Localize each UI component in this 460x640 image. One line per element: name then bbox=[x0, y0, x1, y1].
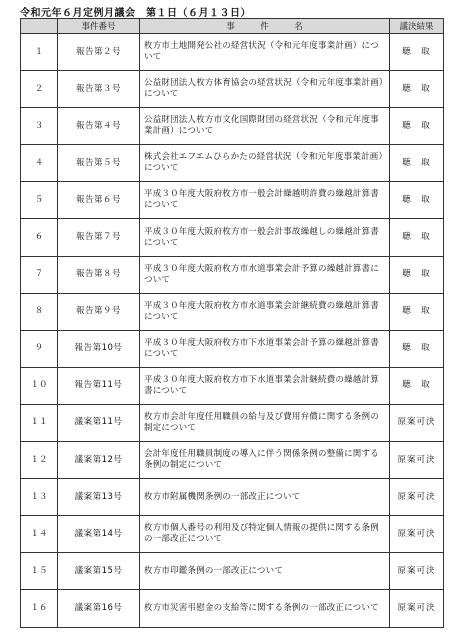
row-index: １２ bbox=[21, 442, 58, 479]
table-row bbox=[21, 330, 444, 367]
decision-result: 聴 取 bbox=[390, 256, 444, 293]
decision-result: 聴 取 bbox=[390, 182, 444, 219]
row-index: １６ bbox=[21, 590, 58, 627]
case-number: 報告第６号 bbox=[58, 182, 140, 219]
decision-result: 聴 取 bbox=[390, 219, 444, 256]
case-name: 平成３０年度大阪府枚方市下水道事業会計予算の繰越計算書について bbox=[140, 330, 390, 367]
row-index: ９ bbox=[21, 330, 58, 367]
document-title: 令和元年６月定例月議会 第１日（６月１３日） bbox=[20, 8, 251, 19]
row-index: ２ bbox=[21, 71, 58, 108]
case-name: 枚方市印鑑条例の一部改正について bbox=[140, 553, 390, 590]
case-name: 平成３０年度大阪府枚方市一般会計繰越明許費の繰越計算書について bbox=[140, 182, 390, 219]
row-index: １１ bbox=[21, 404, 58, 441]
row-index: １ bbox=[21, 34, 58, 71]
case-number: 議案第13号 bbox=[58, 479, 140, 516]
decision-result: 原案可決 bbox=[390, 442, 444, 479]
table-row bbox=[21, 553, 444, 590]
decision-result: 原案可決 bbox=[390, 479, 444, 516]
table-row bbox=[21, 256, 444, 293]
case-name: 平成３０年度大阪府枚方市下水道事業会計継続費の繰越計算書について bbox=[140, 367, 390, 404]
case-number: 報告第２号 bbox=[58, 34, 140, 71]
case-number: 議案第15号 bbox=[58, 553, 140, 590]
header-index bbox=[21, 19, 58, 34]
table-row bbox=[21, 108, 444, 145]
table-row bbox=[21, 516, 444, 553]
row-index: ６ bbox=[21, 219, 58, 256]
case-name: 平成３０年度大阪府枚方市水道事業会計予算の繰越計算書について bbox=[140, 256, 390, 293]
decision-result: 原案可決 bbox=[390, 553, 444, 590]
row-index: １３ bbox=[21, 479, 58, 516]
case-number: 議案第16号 bbox=[58, 590, 140, 627]
case-number: 報告第11号 bbox=[58, 367, 140, 404]
header-result: 議決結果 bbox=[390, 19, 444, 34]
table-row bbox=[21, 71, 444, 108]
table-row bbox=[21, 219, 444, 256]
case-name: 枚方市会計年度任用職員の給与及び費用弁償に関する条例の制定について bbox=[140, 404, 390, 441]
decision-result: 聴 取 bbox=[390, 367, 444, 404]
table-row bbox=[21, 367, 444, 404]
table-row bbox=[21, 404, 444, 441]
decision-result: 聴 取 bbox=[390, 108, 444, 145]
case-name: 平成３０年度大阪府枚方市水道事業会計継続費の繰越計算書について bbox=[140, 293, 390, 330]
decision-result: 聴 取 bbox=[390, 145, 444, 182]
case-number: 議案第11号 bbox=[58, 404, 140, 441]
case-name: 平成３０年度大阪府枚方市一般会計事故繰越しの繰越計算書について bbox=[140, 219, 390, 256]
table-row bbox=[21, 182, 444, 219]
case-number: 報告第４号 bbox=[58, 108, 140, 145]
case-name: 枚方市土地開発公社の経営状況（令和元年度事業計画）について bbox=[140, 34, 390, 71]
case-number: 報告第７号 bbox=[58, 219, 140, 256]
decision-result: 原案可決 bbox=[390, 516, 444, 553]
case-number: 報告第３号 bbox=[58, 71, 140, 108]
table-row bbox=[21, 442, 444, 479]
decision-result: 聴 取 bbox=[390, 71, 444, 108]
table-row bbox=[21, 590, 444, 627]
row-index: １０ bbox=[21, 367, 58, 404]
case-number: 議案第12号 bbox=[58, 442, 140, 479]
decision-result: 原案可決 bbox=[390, 590, 444, 627]
row-index: １５ bbox=[21, 553, 58, 590]
decision-result: 聴 取 bbox=[390, 330, 444, 367]
row-index: １４ bbox=[21, 516, 58, 553]
decision-result: 原案可決 bbox=[390, 404, 444, 441]
case-name: 枚方市災害弔慰金の支給等に関する条例の一部改正について bbox=[140, 590, 390, 627]
case-name: 会計年度任用職員制度の導入に伴う関係条例の整備に関する条例の制定について bbox=[140, 442, 390, 479]
case-number: 報告第９号 bbox=[58, 293, 140, 330]
table-row bbox=[21, 479, 444, 516]
case-number: 報告第８号 bbox=[58, 256, 140, 293]
table-row bbox=[21, 145, 444, 182]
row-index: ７ bbox=[21, 256, 58, 293]
row-index: ４ bbox=[21, 145, 58, 182]
case-number: 議案第14号 bbox=[58, 516, 140, 553]
case-name: 株式会社エフエムひらかたの経営状況（令和元年度事業計画）について bbox=[140, 145, 390, 182]
agenda-table bbox=[20, 18, 444, 628]
header-case-name: 事 件 名 bbox=[140, 19, 390, 34]
case-number: 報告第10号 bbox=[58, 330, 140, 367]
header-case-number: 事件番号 bbox=[58, 19, 140, 34]
row-index: ８ bbox=[21, 293, 58, 330]
table-header-row bbox=[21, 19, 444, 34]
row-index: ３ bbox=[21, 108, 58, 145]
case-number: 報告第５号 bbox=[58, 145, 140, 182]
case-name: 枚方市個人番号の利用及び特定個人情報の提供に関する条例の一部改正について bbox=[140, 516, 390, 553]
case-name: 公益財団法人枚方市文化国際財団の経営状況（令和元年度事業計画）について bbox=[140, 108, 390, 145]
decision-result: 聴 取 bbox=[390, 293, 444, 330]
row-index: ５ bbox=[21, 182, 58, 219]
case-name: 公益財団法人枚方体育協会の経営状況（令和元年度事業計画）について bbox=[140, 71, 390, 108]
table-row bbox=[21, 34, 444, 71]
decision-result: 聴 取 bbox=[390, 34, 444, 71]
table-row bbox=[21, 293, 444, 330]
case-name: 枚方市附属機関条例の一部改正について bbox=[140, 479, 390, 516]
